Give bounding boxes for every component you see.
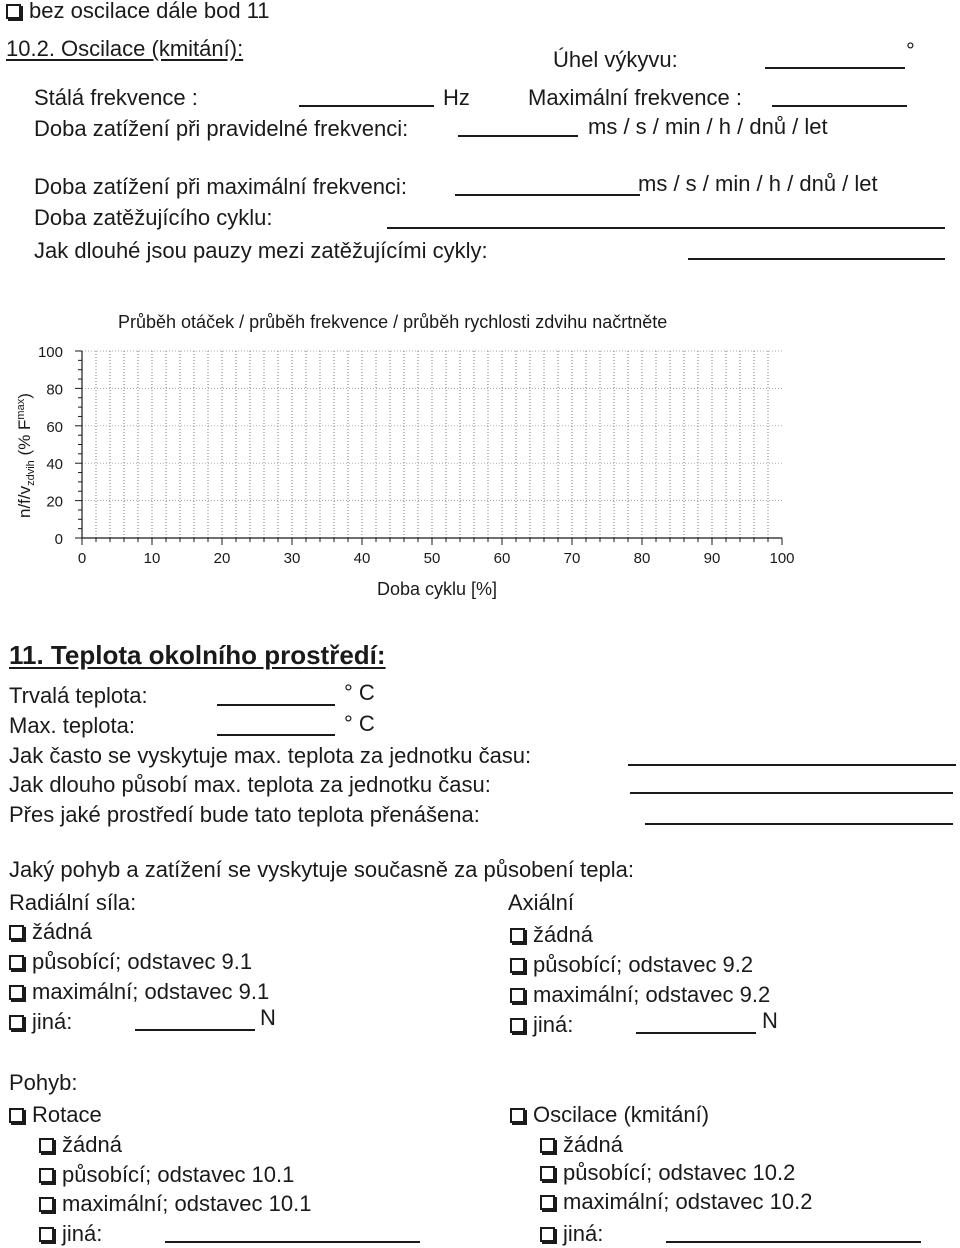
newton-unit: N xyxy=(762,1008,778,1033)
x-tick-label: 40 xyxy=(353,550,371,567)
checkbox[interactable] xyxy=(9,955,24,970)
checkbox[interactable] xyxy=(510,958,525,973)
hz-unit: Hz xyxy=(443,85,470,110)
rotation-max-option[interactable] xyxy=(39,1191,311,1217)
newton-unit: N xyxy=(260,1005,276,1030)
y-tick-label: 80 xyxy=(46,381,63,399)
checkbox[interactable] xyxy=(510,988,525,1003)
rotation-other-option[interactable] xyxy=(39,1221,102,1247)
option-label: jiná: xyxy=(62,1221,103,1246)
max-freq-label: Maximální frekvence : xyxy=(528,85,742,110)
radial-acting-option[interactable] xyxy=(9,949,252,975)
option-label: bez oscilace dále bod 11 xyxy=(29,0,270,23)
x-tick-label: 90 xyxy=(703,550,721,567)
checkbox[interactable] xyxy=(540,1166,555,1181)
load-max-label: Doba zatížení při maximální frekvenci: xyxy=(34,174,407,199)
const-freq-label: Stálá frekvence : xyxy=(34,85,198,110)
load-regular-label: Doba zatížení při pravidelné frekvenci: xyxy=(34,116,409,141)
checkbox[interactable] xyxy=(540,1138,555,1153)
checkbox[interactable] xyxy=(510,1018,525,1033)
rotation-acting-option[interactable] xyxy=(39,1162,294,1188)
option-label: jiná: xyxy=(32,1009,73,1034)
option-label: působící; odstavec 10.1 xyxy=(62,1162,295,1187)
units-regular: ms / s / min / h / dnů / let xyxy=(588,114,828,139)
no-oscillation-option[interactable] xyxy=(6,0,270,24)
how-often-label: Jak často se vyskytuje max. teplota za jednotku času: xyxy=(9,743,532,768)
section-11-heading: 11. Teplota okolního prostředí: xyxy=(9,640,386,670)
option-label: žádná xyxy=(32,919,92,944)
option-label: žádná xyxy=(563,1132,623,1157)
oscillation-other-field[interactable] xyxy=(666,1241,921,1243)
x-tick-label: 0 xyxy=(77,550,87,567)
max-temp-field[interactable] xyxy=(217,734,335,736)
oscillation-option[interactable] xyxy=(510,1102,709,1128)
x-axis-label: Doba cyklu [%] xyxy=(376,579,498,599)
x-tick-label: 80 xyxy=(633,550,651,567)
x-tick-labels xyxy=(78,550,795,567)
x-tick-label: 30 xyxy=(283,550,301,567)
checkbox[interactable] xyxy=(9,985,24,1000)
option-label: žádná xyxy=(533,922,593,947)
checkbox[interactable] xyxy=(9,925,24,940)
rotation-other-field[interactable] xyxy=(165,1241,420,1243)
pauses-label: Jak dlouhé jsou pauzy mezi zatěžujícími cykly: xyxy=(34,238,488,263)
cycle-label: Doba zatěžujícího cyklu: xyxy=(34,205,273,230)
pauses-field[interactable] xyxy=(688,258,945,260)
checkbox[interactable] xyxy=(39,1168,54,1183)
axial-max-option[interactable] xyxy=(510,982,770,1008)
y-axis-label: $n/f/v_{zdvih}$ (% $F^{max}$) xyxy=(15,393,37,518)
how-long-label: Jak dlouho působí max. teplota za jednotku času: xyxy=(9,772,491,797)
checkbox[interactable] xyxy=(510,1108,525,1123)
medium-field[interactable] xyxy=(645,823,953,825)
y-tick-label: 20 xyxy=(46,493,63,511)
axial-label: Axiální xyxy=(508,890,575,915)
chart-title: Průběh otáček / průběh frekvence / průběh rychlosti zdvihu načrtněte xyxy=(118,312,668,332)
motion-question: Jaký pohyb a zatížení se vyskytuje současně za působení tepla: xyxy=(9,857,634,882)
perm-temp-field[interactable] xyxy=(217,704,335,706)
option-label: jiná: xyxy=(563,1221,604,1246)
motion-label: Pohyb: xyxy=(9,1070,78,1095)
rotation-none-option[interactable] xyxy=(39,1132,122,1158)
radial-other-option[interactable] xyxy=(9,1009,72,1035)
option-label: jiná: xyxy=(533,1012,574,1037)
radial-none-option[interactable] xyxy=(9,919,92,945)
checkbox[interactable] xyxy=(39,1197,54,1212)
option-label: působící; odstavec 10.2 xyxy=(563,1160,796,1185)
medium-label: Přes jaké prostředí bude tato teplota přenášena: xyxy=(9,802,480,827)
max-freq-field[interactable] xyxy=(772,105,907,107)
oscillation-none-option[interactable] xyxy=(540,1132,623,1158)
cycle-field[interactable] xyxy=(387,227,945,229)
x-tick-label: 50 xyxy=(423,550,441,567)
max-temp-label: Max. teplota: xyxy=(9,713,135,738)
option-label: působící; odstavec 9.2 xyxy=(533,952,754,977)
y-tick-label: 40 xyxy=(46,456,63,474)
x-tick-label: 60 xyxy=(493,550,511,567)
degree-symbol: ° xyxy=(906,38,915,63)
angle-field[interactable] xyxy=(765,67,905,69)
x-tick-label: 70 xyxy=(563,550,581,567)
y-tick-label: 100 xyxy=(37,344,63,361)
option-label: působící; odstavec 9.1 xyxy=(32,949,253,974)
checkbox[interactable] xyxy=(39,1138,54,1153)
sketch-grid-chart[interactable] xyxy=(0,330,960,610)
checkbox[interactable] xyxy=(39,1227,54,1242)
checkbox[interactable] xyxy=(540,1195,555,1210)
x-tick-label: 100 xyxy=(769,550,795,567)
oscillation-other-option[interactable] xyxy=(540,1221,603,1247)
load-max-field[interactable] xyxy=(455,194,640,196)
section-title: 10.2. Oscilace (kmitání): xyxy=(6,36,244,61)
chart-grid xyxy=(75,351,782,545)
checkbox[interactable] xyxy=(9,1015,24,1030)
angle-label: Úhel výkyvu: xyxy=(553,47,678,72)
option-label: maximální; odstavec 9.1 xyxy=(32,979,270,1004)
option-label: žádná xyxy=(62,1132,122,1157)
option-label: Oscilace (kmitání) xyxy=(533,1102,710,1127)
load-regular-field[interactable] xyxy=(458,135,578,137)
units-max: ms / s / min / h / dnů / let xyxy=(638,171,878,196)
axial-acting-option[interactable] xyxy=(510,952,753,978)
celsius-unit: ° C xyxy=(344,680,375,705)
option-label: maximální; odstavec 9.2 xyxy=(533,982,771,1007)
perm-temp-label: Trvalá teplota: xyxy=(9,683,148,708)
checkbox[interactable] xyxy=(540,1227,555,1242)
radial-max-option[interactable] xyxy=(9,979,269,1005)
checkbox[interactable] xyxy=(510,928,525,943)
option-label: Rotace xyxy=(32,1102,102,1127)
checkbox[interactable] xyxy=(6,4,21,19)
celsius-unit: ° C xyxy=(344,711,375,736)
const-freq-field[interactable] xyxy=(299,105,434,107)
checkbox[interactable] xyxy=(9,1108,24,1123)
y-tick-label: 60 xyxy=(46,418,63,436)
option-label: maximální; odstavec 10.1 xyxy=(62,1191,312,1216)
option-label: maximální; odstavec 10.2 xyxy=(563,1189,813,1214)
radial-label: Radiální síla: xyxy=(9,890,137,915)
how-long-field[interactable] xyxy=(630,792,953,794)
axial-none-option[interactable] xyxy=(510,922,593,948)
how-often-field[interactable] xyxy=(628,764,956,766)
x-tick-label: 10 xyxy=(143,550,161,567)
oscillation-max-option[interactable] xyxy=(540,1189,812,1215)
radial-other-field[interactable] xyxy=(135,1029,255,1031)
axial-other-option[interactable] xyxy=(510,1012,573,1038)
rotation-option[interactable] xyxy=(9,1102,102,1128)
x-tick-label: 20 xyxy=(213,550,231,567)
y-tick-labels xyxy=(38,344,63,548)
axial-other-field[interactable] xyxy=(636,1032,756,1034)
y-tick-label: 0 xyxy=(54,531,63,548)
oscillation-acting-option[interactable] xyxy=(540,1160,795,1186)
